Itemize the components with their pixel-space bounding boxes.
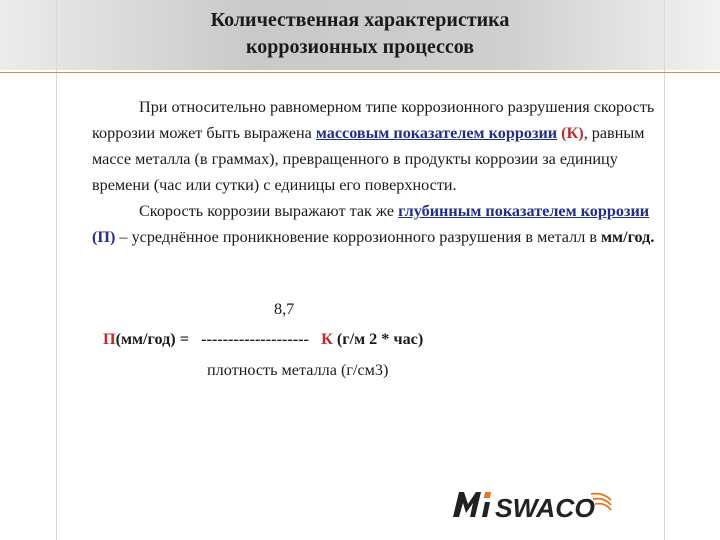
unit-mm-per-year: мм/год.	[601, 228, 655, 246]
paragraph-2-text-a: Скорость коррозии выражают так же	[139, 202, 399, 220]
svg-text:SWACO: SWACO	[495, 493, 595, 522]
paragraph-1-text-a: При относительно равномерном типе коррозионного разрушения скорость коррозии может быть выражена	[92, 98, 655, 142]
symbol-k: (К)	[561, 124, 584, 142]
body-text	[92, 94, 662, 250]
right-margin-line	[664, 0, 665, 540]
formula-denominator: плотность металла (г/см3)	[207, 361, 389, 379]
symbol-p: (П)	[92, 228, 116, 246]
term-depth-corrosion-index: глубинным показателем коррозии	[398, 202, 650, 220]
term-mass-corrosion-index: массовым показателем коррозии	[315, 124, 558, 142]
paragraph-mass-index	[92, 94, 662, 198]
formula-fraction-bar: --------------------	[201, 330, 309, 348]
paragraph-1-text-b: , равным массе металла (в граммах), превращенного в продукты коррозии за единицу времени (час или сутки) с единицы его поверхности.	[92, 124, 645, 194]
formula-symbol-p: П	[103, 330, 116, 348]
formula-symbol-k: К	[321, 330, 333, 348]
mi-swaco-logo	[453, 488, 613, 522]
left-margin-line	[56, 0, 57, 540]
paragraph-depth-index	[92, 198, 662, 250]
formula-rhs-unit: (г/м 2 * час)	[336, 330, 424, 348]
slide-title-line-2: коррозионных процессов	[245, 36, 475, 58]
formula-main-line	[103, 328, 423, 350]
formula-lhs-unit: (мм/год) =	[115, 330, 189, 348]
slide-title	[56, 7, 664, 61]
paragraph-2-text-b: – усреднённое проникновение коррозионного разрушения в металл в	[115, 228, 602, 246]
formula-numerator: 8,7	[274, 300, 295, 318]
slide-title-line-1: Количественная характеристика	[210, 9, 510, 31]
title-divider	[0, 72, 720, 73]
